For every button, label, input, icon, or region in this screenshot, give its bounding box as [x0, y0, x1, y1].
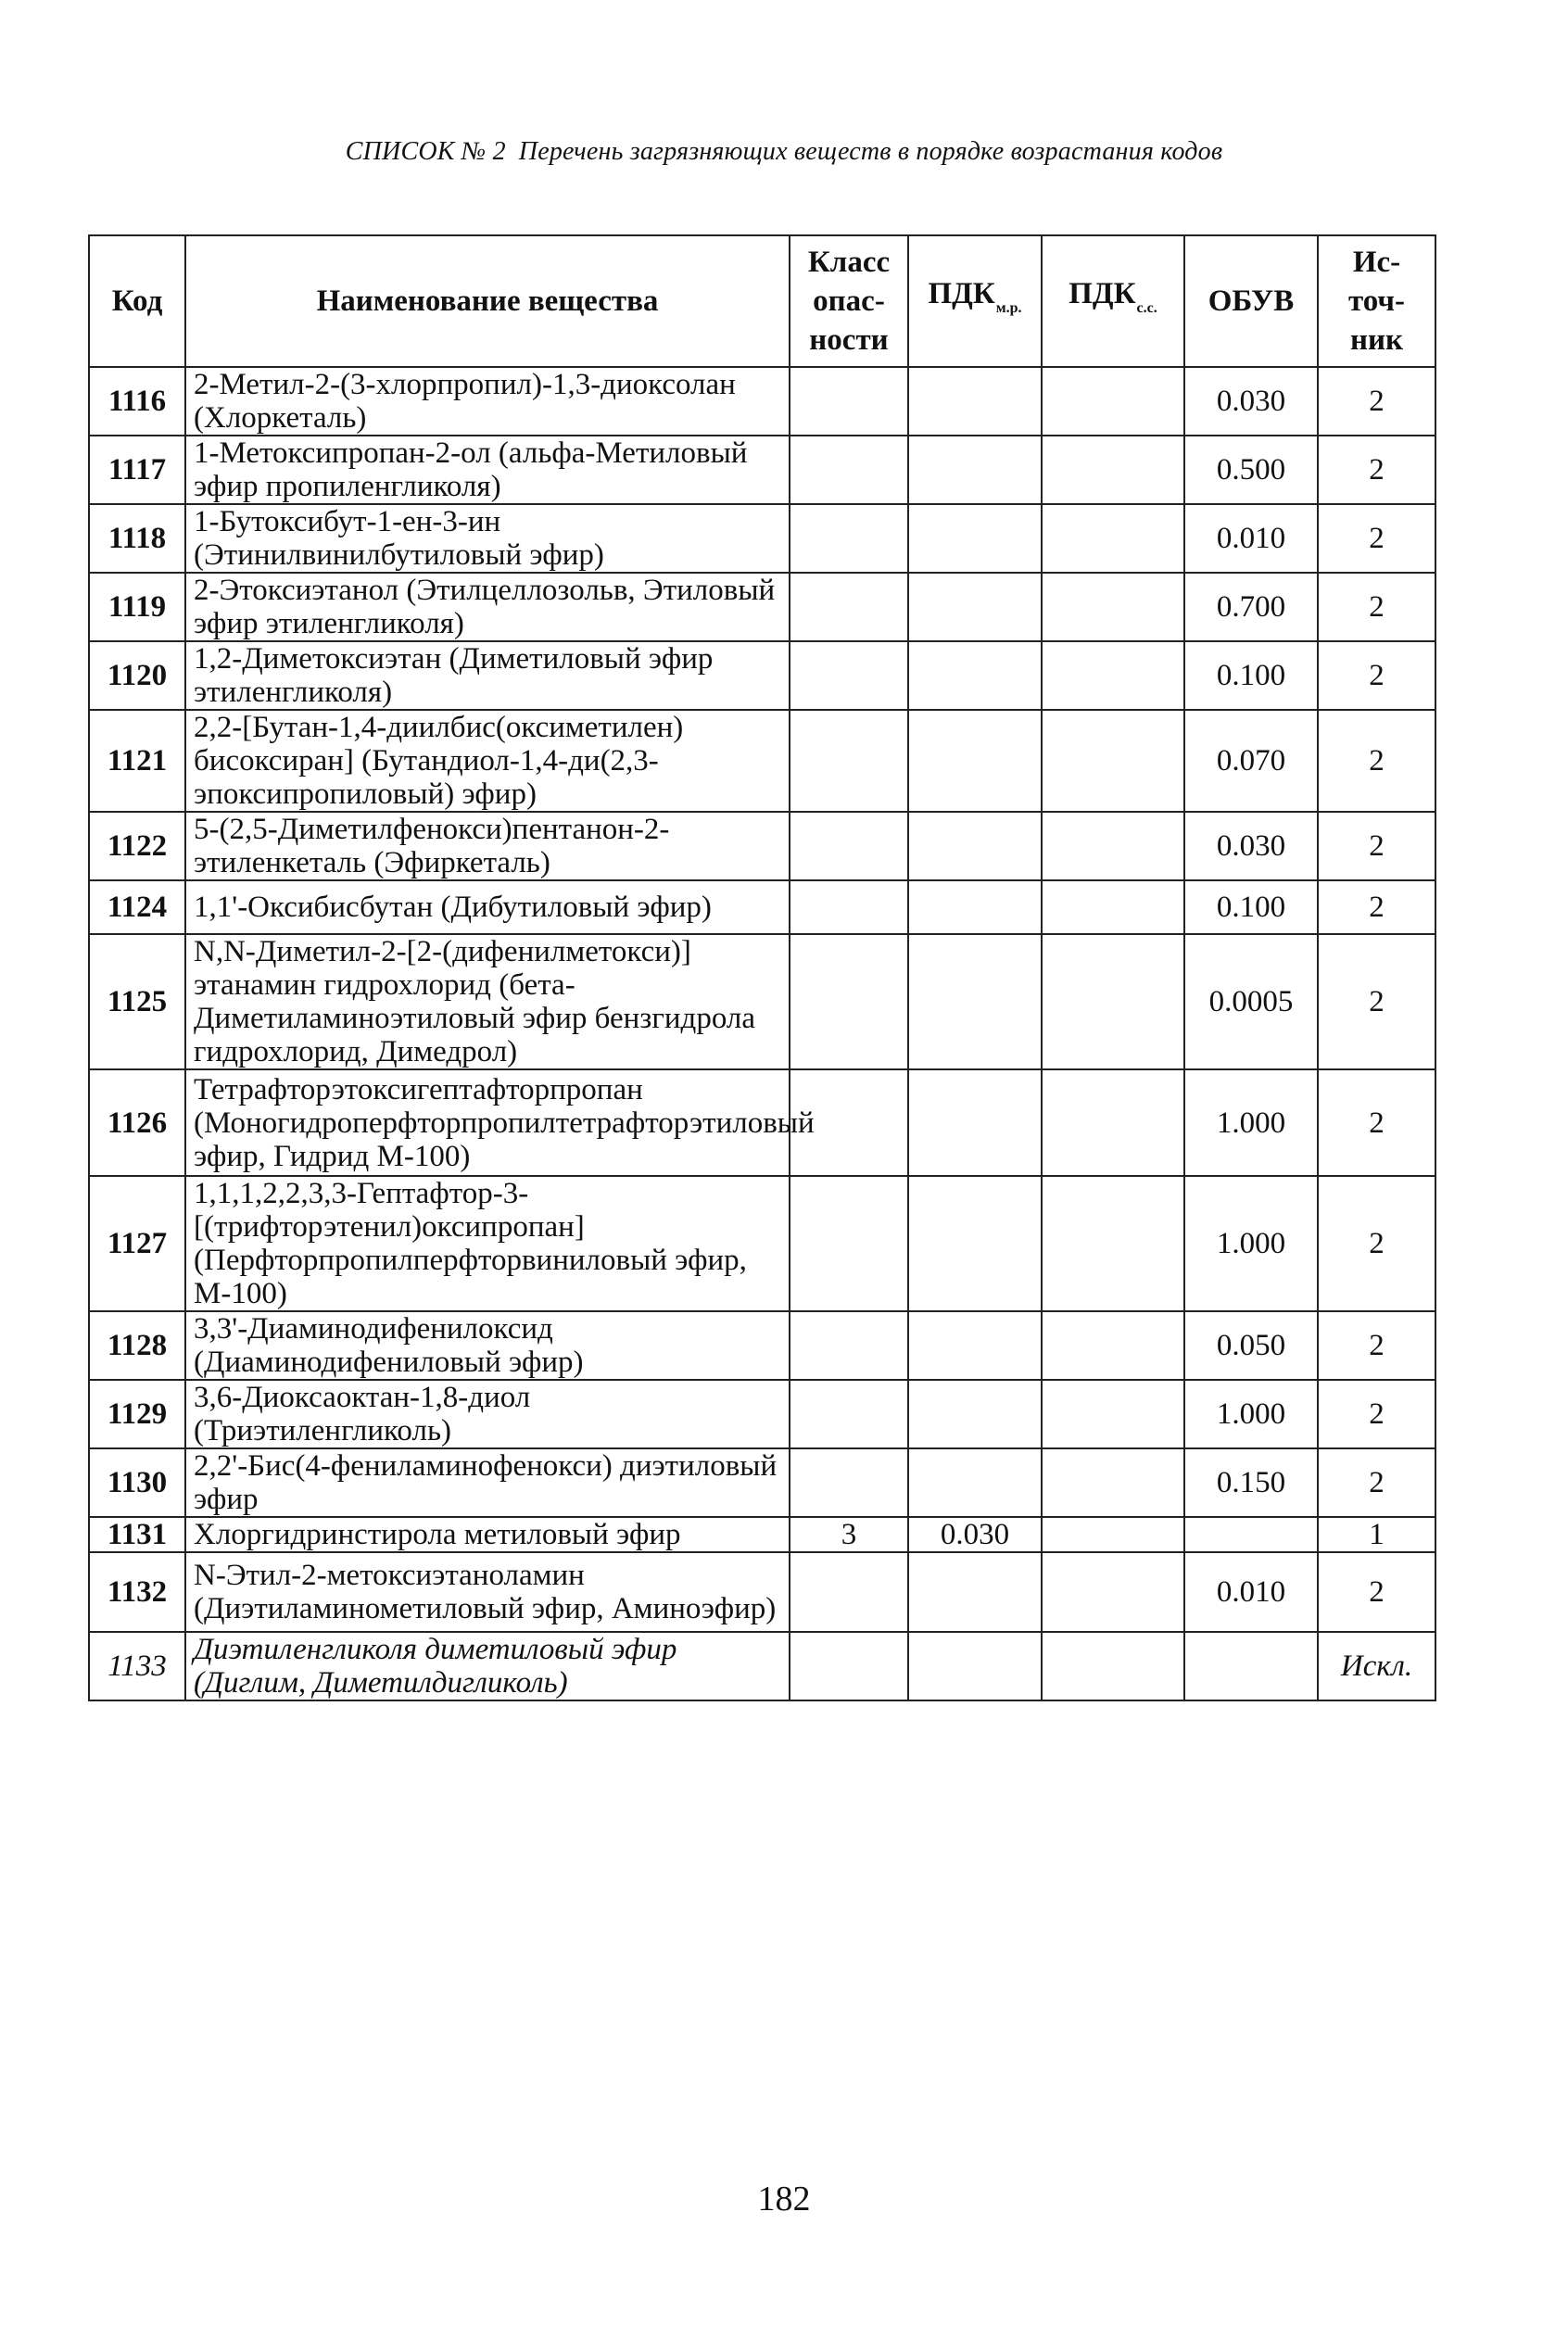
cell-source: 2: [1318, 1552, 1435, 1632]
cell-obuv: 0.0005: [1184, 934, 1318, 1069]
cell-pdk-ss: [1042, 1069, 1184, 1176]
cell-code: 1116: [89, 367, 185, 436]
cell-code: 1131: [89, 1517, 185, 1552]
cell-class: [790, 1176, 908, 1311]
cell-source: 2: [1318, 367, 1435, 436]
cell-name: N,N-Диметил-2-[2-(дифенилметокси)] этанамин гидрохлорид (бета-Диметиламиноэтиловый эфир бензгидрола гидрохлорид, Димедрол): [185, 934, 790, 1069]
cell-class: [790, 504, 908, 573]
cell-pdk-ss: [1042, 812, 1184, 880]
table-row: [89, 1176, 1435, 1311]
cell-code: 1128: [89, 1311, 185, 1380]
cell-class: [790, 1448, 908, 1517]
cell-class: [790, 573, 908, 641]
cell-class: [790, 710, 908, 812]
cell-code: 1125: [89, 934, 185, 1069]
cell-name: 1-Метоксипропан-2-ол (альфа-Метиловый эфир пропиленгликоля): [185, 436, 790, 504]
header-class: [790, 235, 908, 367]
cell-pdk-ss: [1042, 504, 1184, 573]
cell-pdk-ss: [1042, 880, 1184, 934]
cell-pdk-mr: [908, 367, 1042, 436]
table-row: [89, 504, 1435, 573]
table-row: [89, 573, 1435, 641]
cell-class: [790, 880, 908, 934]
table-row: [89, 1069, 1435, 1176]
cell-name: 3,3'-Диаминодифенилоксид (Диаминодифениловый эфир): [185, 1311, 790, 1380]
cell-class: [790, 1380, 908, 1448]
cell-pdk-ss: [1042, 1380, 1184, 1448]
cell-class: [790, 436, 908, 504]
cell-pdk-ss: [1042, 710, 1184, 812]
cell-pdk-mr: [908, 1632, 1042, 1700]
cell-obuv: 0.010: [1184, 1552, 1318, 1632]
cell-name: 2,2-[Бутан-1,4-диилбис(оксиметилен) бисоксиран] (Бутандиол-1,4-ди(2,3-эпоксипропиловый) эфир): [185, 710, 790, 812]
cell-pdk-mr: [908, 573, 1042, 641]
cell-pdk-mr: [908, 504, 1042, 573]
cell-pdk-mr: [908, 1448, 1042, 1517]
cell-pdk-ss: [1042, 1311, 1184, 1380]
cell-source: 2: [1318, 1311, 1435, 1380]
table-row: [89, 812, 1435, 880]
cell-code: 1120: [89, 641, 185, 710]
cell-class: [790, 812, 908, 880]
cell-class: [790, 1552, 908, 1632]
cell-code: 1130: [89, 1448, 185, 1517]
cell-source: 2: [1318, 573, 1435, 641]
cell-source: 2: [1318, 1069, 1435, 1176]
table-row: [89, 1517, 1435, 1552]
cell-source: 2: [1318, 1380, 1435, 1448]
cell-name: 1,1'-Оксибисбутан (Дибутиловый эфир): [185, 880, 790, 934]
cell-obuv: 0.100: [1184, 641, 1318, 710]
table-row: [89, 641, 1435, 710]
header-class-line1: Класс: [807, 246, 891, 279]
cell-obuv: [1184, 1517, 1318, 1552]
header-source-line1: Ис-: [1352, 246, 1401, 279]
cell-code: 1133: [89, 1632, 185, 1700]
cell-class: [790, 934, 908, 1069]
cell-name: Хлоргидринстирола метиловый эфир: [185, 1517, 790, 1552]
cell-pdk-mr: 0.030: [908, 1517, 1042, 1552]
header-source-line3: ник: [1349, 323, 1404, 357]
cell-pdk-ss: [1042, 1552, 1184, 1632]
cell-code: 1129: [89, 1380, 185, 1448]
cell-pdk-mr: [908, 710, 1042, 812]
table-header-row: [89, 235, 1435, 367]
cell-code: 1124: [89, 880, 185, 934]
cell-code: 1121: [89, 710, 185, 812]
cell-source: 2: [1318, 934, 1435, 1069]
table-body: [89, 367, 1435, 1700]
cell-pdk-mr: [908, 1069, 1042, 1176]
header-name: Наименование вещества: [185, 235, 790, 367]
cell-source: Искл.: [1318, 1632, 1435, 1700]
cell-name: 3,6-Диоксаоктан-1,8-диол (Триэтиленгликоль): [185, 1380, 790, 1448]
cell-code: 1122: [89, 812, 185, 880]
cell-pdk-ss: [1042, 1517, 1184, 1552]
header-obuv: ОБУВ: [1184, 235, 1318, 367]
cell-source: 1: [1318, 1517, 1435, 1552]
cell-code: 1117: [89, 436, 185, 504]
cell-source: 2: [1318, 1448, 1435, 1517]
header-pdk-ss-label: ПДК: [1069, 277, 1136, 310]
cell-name: 1,1,1,2,2,3,3-Гептафтор-3-[(трифторэтенил)оксипропан] (Перфторпропилперфторвиниловый эфир, М-100): [185, 1176, 790, 1311]
cell-pdk-mr: [908, 1311, 1042, 1380]
header-class-line3: ности: [809, 323, 889, 357]
cell-code: 1127: [89, 1176, 185, 1311]
cell-pdk-mr: [908, 641, 1042, 710]
page-number: 182: [757, 2180, 811, 2218]
cell-source: 2: [1318, 710, 1435, 812]
cell-code: 1118: [89, 504, 185, 573]
page-header: [0, 137, 1568, 167]
table-row: [89, 436, 1435, 504]
cell-class: [790, 367, 908, 436]
cell-pdk-ss: [1042, 367, 1184, 436]
table-row: [89, 1448, 1435, 1517]
cell-obuv: 1.000: [1184, 1069, 1318, 1176]
cell-pdk-mr: [908, 880, 1042, 934]
cell-obuv: 0.010: [1184, 504, 1318, 573]
cell-name: 2-Этоксиэтанол (Этилцеллозольв, Этиловый эфир этиленгликоля): [185, 573, 790, 641]
cell-obuv: 0.500: [1184, 436, 1318, 504]
cell-name: Диэтиленгликоля диметиловый эфир (Диглим, Диметилдигликоль): [185, 1632, 790, 1700]
cell-source: 2: [1318, 880, 1435, 934]
cell-obuv: 0.030: [1184, 812, 1318, 880]
table-row: [89, 880, 1435, 934]
header-pdk-ss-sub: с.с.: [1136, 300, 1157, 316]
cell-pdk-mr: [908, 1380, 1042, 1448]
cell-pdk-ss: [1042, 1632, 1184, 1700]
header-code: Код: [89, 235, 185, 367]
cell-class: [790, 1632, 908, 1700]
cell-pdk-mr: [908, 812, 1042, 880]
table-row: [89, 367, 1435, 436]
cell-pdk-ss: [1042, 1176, 1184, 1311]
cell-pdk-ss: [1042, 1448, 1184, 1517]
table-row: [89, 1311, 1435, 1380]
cell-obuv: 1.000: [1184, 1380, 1318, 1448]
cell-code: 1119: [89, 573, 185, 641]
cell-pdk-ss: [1042, 641, 1184, 710]
cell-pdk-mr: [908, 934, 1042, 1069]
cell-name: 2-Метил-2-(3-хлорпропил)-1,3-диоксолан (Хлоркеталь): [185, 367, 790, 436]
substances-table: [88, 234, 1436, 1701]
header-source-line2: точ-: [1347, 284, 1406, 318]
cell-obuv: 1.000: [1184, 1176, 1318, 1311]
cell-pdk-ss: [1042, 436, 1184, 504]
cell-pdk-mr: [908, 1176, 1042, 1311]
cell-name: Тетрафторэтоксигептафторпропан (Моногидроперфторпропилтетрафторэтиловый эфир, Гидрид М-100): [185, 1069, 790, 1176]
cell-name: 1-Бутоксибут-1-ен-3-ин (Этинилвинилбутиловый эфир): [185, 504, 790, 573]
cell-pdk-ss: [1042, 934, 1184, 1069]
cell-code: 1132: [89, 1552, 185, 1632]
cell-name: N-Этил-2-метоксиэтаноламин (Диэтиламинометиловый эфир, Аминоэфир): [185, 1552, 790, 1632]
header-pdk-mr: [908, 235, 1042, 367]
cell-obuv: 0.050: [1184, 1311, 1318, 1380]
header-pdk-ss: [1042, 235, 1184, 367]
cell-class: [790, 641, 908, 710]
cell-code: 1126: [89, 1069, 185, 1176]
cell-obuv: 0.700: [1184, 573, 1318, 641]
cell-pdk-mr: [908, 436, 1042, 504]
cell-class: 3: [790, 1517, 908, 1552]
cell-obuv: [1184, 1632, 1318, 1700]
cell-source: 2: [1318, 1176, 1435, 1311]
cell-class: [790, 1311, 908, 1380]
cell-obuv: 0.070: [1184, 710, 1318, 812]
cell-source: 2: [1318, 504, 1435, 573]
table-row: [89, 710, 1435, 812]
header-pdk-mr-label: ПДК: [928, 277, 995, 310]
header-source: [1318, 235, 1435, 367]
table-row: [89, 1632, 1435, 1700]
cell-name: 2,2'-Бис(4-фениламинофенокси) диэтиловый эфир: [185, 1448, 790, 1517]
header-class-line2: опас-: [813, 284, 885, 318]
cell-source: 2: [1318, 641, 1435, 710]
cell-name: 1,2-Диметоксиэтан (Диметиловый эфир этиленгликоля): [185, 641, 790, 710]
cell-name: 5-(2,5-Диметилфенокси)пентанон-2-этиленкеталь (Эфиркеталь): [185, 812, 790, 880]
table-row: [89, 934, 1435, 1069]
table-row: [89, 1552, 1435, 1632]
cell-source: 2: [1318, 812, 1435, 880]
header-pdk-mr-sub: м.р.: [995, 300, 1022, 316]
cell-pdk-mr: [908, 1552, 1042, 1632]
cell-obuv: 0.030: [1184, 367, 1318, 436]
cell-pdk-ss: [1042, 573, 1184, 641]
table-row: [89, 1380, 1435, 1448]
cell-source: 2: [1318, 436, 1435, 504]
cell-obuv: 0.150: [1184, 1448, 1318, 1517]
list-title: Перечень загрязняющих веществ в порядке возрастания кодов: [518, 137, 1223, 166]
list-label: СПИСОК № 2: [345, 137, 506, 166]
cell-obuv: 0.100: [1184, 880, 1318, 934]
